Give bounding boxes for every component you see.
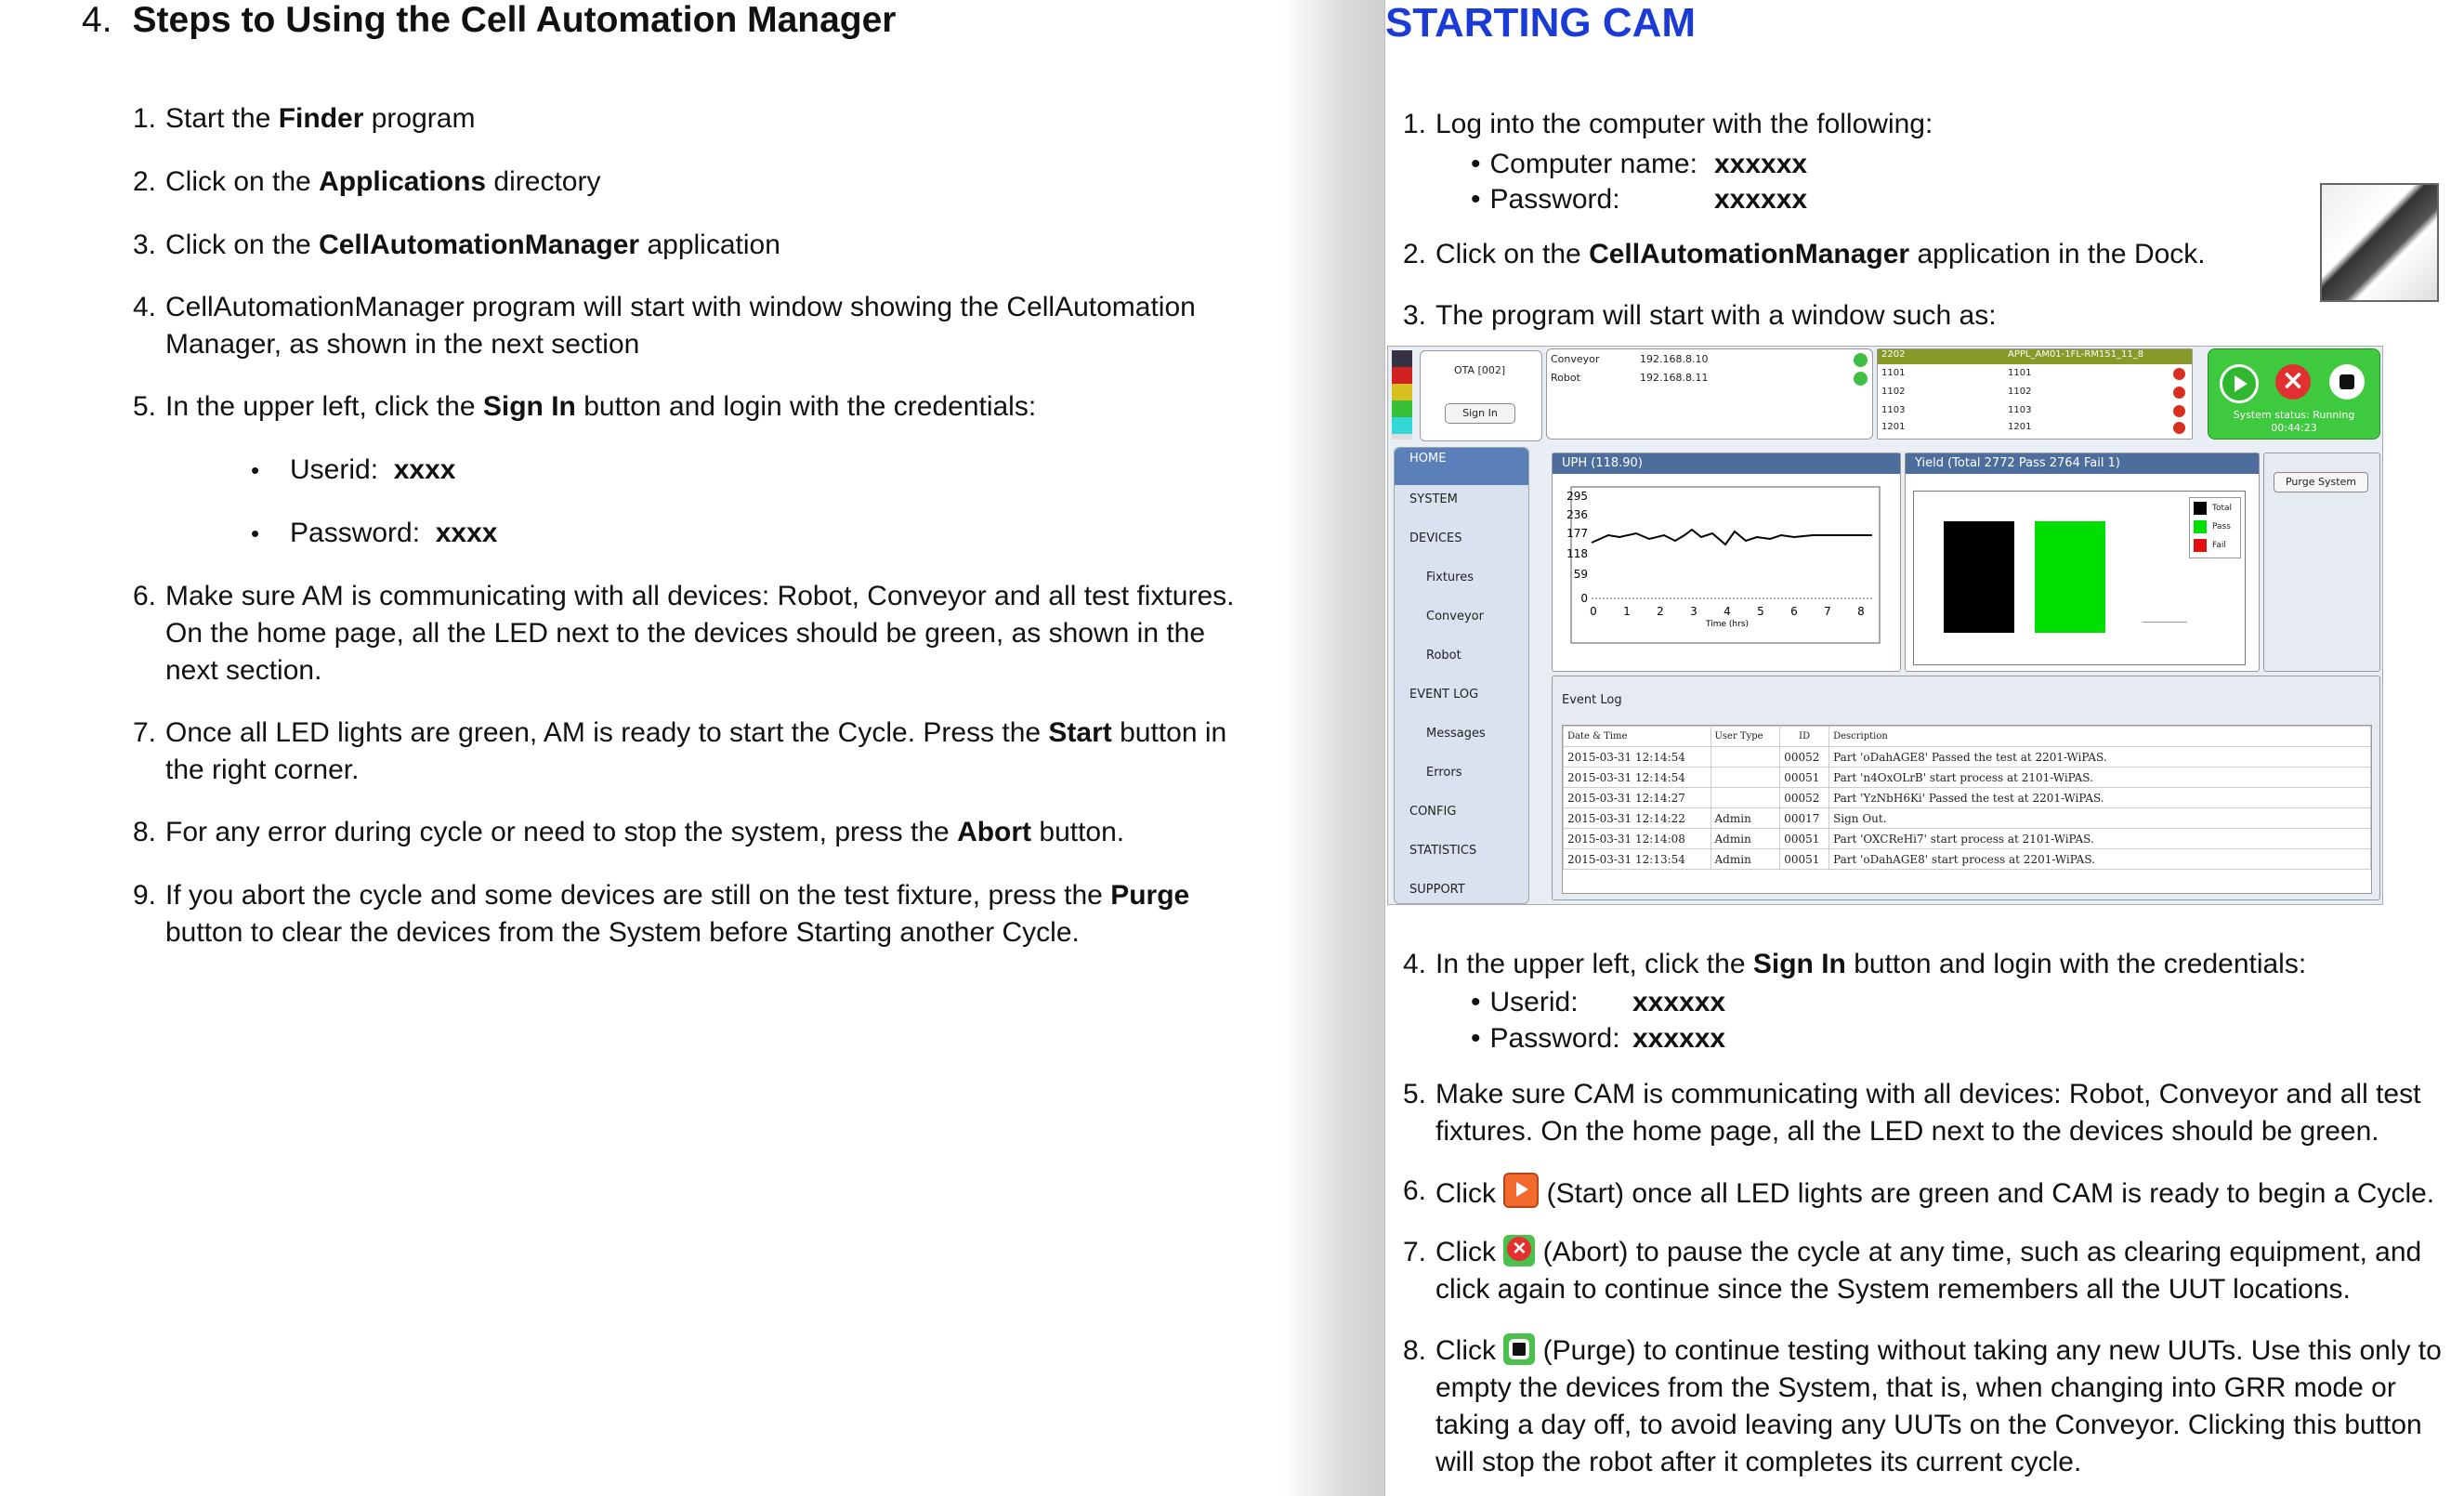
page-title: STARTING CAM — [1385, 0, 1697, 46]
fixtures-header: 2202 APPL_AM01-1FL-RM151_11_8 — [1878, 349, 2192, 364]
event-log-title: Event Log — [1562, 693, 1622, 707]
start-icon — [1503, 1173, 1539, 1208]
credential-userid: • Userid: xxxx — [251, 454, 456, 485]
nav-support[interactable]: SUPPORT — [1409, 883, 1465, 897]
nav-event-log[interactable]: EVENT LOG — [1409, 688, 1479, 702]
step-number: 2. — [132, 166, 156, 197]
uph-ytick: 59 — [1573, 568, 1588, 581]
purge-system-button[interactable]: Purge System — [2274, 472, 2368, 492]
purge-icon — [1503, 1333, 1535, 1365]
device-name: Conveyor — [1551, 353, 1600, 365]
step-number: 5. — [132, 391, 156, 422]
credential-password: • Password: xxxx — [251, 518, 498, 548]
color-strip — [1392, 350, 1412, 440]
uph-ytick: 177 — [1566, 527, 1588, 540]
event-log-table — [1563, 726, 2371, 870]
event-log-row[interactable]: 2015-03-31 12:14:27 00052 Part 'YzNbH6Ki' Passed the test at 2201-WiPAS. — [1564, 788, 2371, 808]
uph-xtick: 5 — [1757, 605, 1764, 618]
control-panel — [2208, 348, 2380, 440]
uph-xtick: 3 — [1690, 605, 1697, 618]
event-log-row[interactable]: 2015-03-31 12:14:08 Admin 00051 Part 'OXCReHi7' start process at 2101-WiPAS. — [1564, 829, 2371, 849]
computer-password-item: • Password: xxxxxx — [1471, 184, 1808, 215]
nav-conveyor[interactable]: Conveyor — [1426, 610, 1484, 623]
uph-xtick: 2 — [1657, 605, 1664, 618]
uph-xlabel: Time (hrs) — [1705, 620, 1750, 629]
fixture-led — [2173, 422, 2185, 434]
uph-panel — [1552, 453, 1901, 672]
step-number: 7. — [132, 717, 156, 748]
step-text: If you abort the cycle and some devices are still on the test fixture, press the Purge button to clear the devices from the System before Starting another Cycle. — [165, 880, 1190, 948]
system-status: System status: Running — [2233, 409, 2355, 421]
uph-ytick: 0 — [1580, 592, 1588, 605]
cam-password-item: • Password: xxxxxx — [1471, 1023, 1726, 1054]
nav-devices[interactable]: DEVICES — [1409, 531, 1462, 545]
fixture-led — [2173, 405, 2185, 417]
step-text: CellAutomationManager program will start with window showing the CellAutomation Manager, as shown in the next section — [165, 292, 1196, 360]
event-log-header: Date & Time User Type ID Description — [1564, 727, 2371, 747]
ota-label: OTA [002] — [1454, 364, 1506, 376]
right-document-page: STARTING CAM 1. Log into the computer with the following: • Computer name: xxxxxx • Password: xxxxxx 2. Click on the CellAutomationManager application in the Dock. 3. The program will start with a window such as: OTA [002] Sign In Conveyor 192.168.8.10 Robot 192.168.8.11 2202 APPL_AM01-1FL-RM151_11_8 1101 1101 1102 1102 1103 1103 1201 1201 × System status: Running 00:44:23 HOME SYSTEM DEVICES Fixtures Conveyor Robot EVENT LOG Messages Errors CONFIG STATISTICS SUPPORT UPH (118.90) 295 236 177 118 59 0 0 1 2 3 4 5 6 7 8 Time (hrs) Yield (Total 2772 Pass 2764 Fail 1) Total Pass Fail Purge System Event Log Date & Time User Type ID Description 2015-03-31 12:14:54 00052 Part 'oDahAGE8' Passed the test at 2201-WiPAS. 2015-03-31 12:14:54 00051 Part 'n4OxOLrB' start process at 2101-WiPAS. 2015-03-31 12:14:27 00052 Part 'YzNbH6Ki' Passed the test at 2201-WiPAS. 2015-03-31 12:14:22 Admin 00017 Sign Out. 2015-03-31 12:14:08 Admin 00051 Part 'OXCReHi7' start process at 2101-WiPAS. 2015-03-31 12:13:54 Admin 00051 Part 'oDahAGE8' start process at 2201-WiPAS. 4. In the upper left, click the Sign In button and login with the credentials: • Userid: xxxxxx • Password: xxxxxx 5. Make sure CAM is communicating with all devices: Robot, Conveyor and all test fixtures. On the home page, all the LED next to the devices should be green. 6. Click (Start) once all LED lights are green and CAM is ready to begin a Cycle. 7. Click × (Abort) to pause the cycle at any time, such as clearing equipment, and click again to continue since the System remembers all the UUT locations. 8. Click (Purge) to continue testing without taking any new UUTs. Use this only to empty the devices from the System, that is, when changing into GRR mode or taking a day off, to avoid leaving any UUTs on the Conveyor. Clicking this button will stop the robot after it completes its current cycle. — [1384, 0, 2464, 1496]
robot-led — [1854, 372, 1868, 386]
system-time: 00:44:23 — [2271, 422, 2317, 434]
yield-bar-pass — [2035, 521, 2105, 633]
device-name: Robot — [1551, 372, 1580, 384]
nav-statistics[interactable]: STATISTICS — [1409, 844, 1477, 858]
uph-xtick: 0 — [1590, 605, 1597, 618]
yield-legend: Total Pass Fail — [2189, 497, 2241, 558]
step-text: Click on the Applications directory — [165, 166, 601, 197]
event-log-table-wrap — [1562, 725, 2372, 894]
uph-xtick: 6 — [1790, 605, 1798, 618]
step-number: 9. — [132, 880, 156, 911]
uph-title: UPH (118.90) — [1553, 453, 1900, 474]
fixture-led — [2173, 368, 2185, 380]
cam-userid-item: • Userid: xxxxxx — [1471, 987, 1726, 1017]
abort-button[interactable]: × — [2275, 364, 2311, 400]
event-log-row[interactable]: 2015-03-31 12:14:54 00051 Part 'n4OxOLrB' start process at 2101-WiPAS. — [1564, 768, 2371, 788]
side-navigation — [1394, 447, 1529, 904]
uph-xtick: 8 — [1857, 605, 1865, 618]
uph-chart — [1553, 474, 1900, 671]
step-number: 4. — [132, 292, 156, 322]
yield-panel — [1905, 453, 2260, 672]
nav-robot[interactable]: Robot — [1426, 649, 1461, 663]
purge-button[interactable] — [2329, 364, 2365, 400]
purge-panel — [2263, 453, 2380, 672]
step-text: Once all LED lights are green, AM is ready to start the Cycle. Press the Start button in the right corner. — [165, 717, 1227, 785]
yield-bar-fail — [2143, 622, 2187, 623]
page-gutter — [1282, 0, 1384, 1496]
event-log-row[interactable]: 2015-03-31 12:14:22 Admin 00017 Sign Out. — [1564, 808, 2371, 829]
section-number: 4. — [82, 0, 112, 40]
cam-app-screenshot — [1387, 346, 2383, 905]
uph-ytick: 295 — [1566, 490, 1588, 503]
section-title: Steps to Using the Cell Automation Manager — [132, 0, 897, 40]
uph-ytick: 118 — [1566, 547, 1588, 560]
device-ip: 192.168.8.10 — [1640, 353, 1709, 365]
yield-title: Yield (Total 2772 Pass 2764 Fail 1) — [1906, 453, 2259, 474]
fixtures-panel: 2202 APPL_AM01-1FL-RM151_11_8 1101 1101 1102 1102 1103 1103 1201 1201 — [1877, 348, 2193, 440]
step-text: Start the Finder program — [165, 103, 476, 134]
step-number: 6. — [132, 581, 156, 611]
sign-in-button[interactable]: Sign In — [1445, 403, 1515, 424]
nav-home[interactable]: HOME — [1409, 452, 1447, 466]
step-number: 3. — [132, 230, 156, 260]
computer-name-item: • Computer name: xxxxxx — [1471, 149, 1808, 179]
yield-chart — [1913, 491, 2246, 665]
event-log-row[interactable]: 2015-03-31 12:14:54 00052 Part 'oDahAGE8' Passed the test at 2201-WiPAS. — [1564, 747, 2371, 768]
nav-system[interactable]: SYSTEM — [1409, 492, 1458, 506]
step-text: Make sure AM is communicating with all devices: Robot, Conveyor and all test fixtures. On the home page, all the LED next to the devices should be green, as shown in the next section. — [165, 581, 1235, 686]
ota-panel — [1420, 350, 1542, 441]
fixture-led — [2173, 387, 2185, 399]
yield-bar-total — [1944, 521, 2014, 633]
event-log-row[interactable]: 2015-03-31 12:13:54 Admin 00051 Part 'oDahAGE8' start process at 2201-WiPAS. — [1564, 849, 2371, 870]
event-log-panel — [1552, 676, 2380, 900]
uph-ytick: 236 — [1566, 508, 1588, 521]
step-text: In the upper left, click the Sign In button and login with the credentials: — [165, 391, 1037, 422]
step-text: For any error during cycle or need to stop the system, press the Abort button. — [165, 817, 1125, 847]
step-number: 8. — [132, 817, 156, 847]
uph-xtick: 7 — [1824, 605, 1831, 618]
nav-fixtures[interactable]: Fixtures — [1426, 571, 1474, 584]
nav-errors[interactable]: Errors — [1426, 766, 1462, 780]
devices-panel — [1546, 348, 1873, 440]
device-ip: 192.168.8.11 — [1640, 372, 1709, 384]
start-button[interactable] — [2220, 364, 2259, 403]
nav-config[interactable]: CONFIG — [1409, 805, 1457, 819]
uph-xtick: 1 — [1623, 605, 1631, 618]
abort-icon — [1503, 1235, 1535, 1266]
uph-xtick: 4 — [1723, 605, 1731, 618]
step-text: Click on the CellAutomationManager application — [165, 230, 780, 260]
conveyor-led — [1854, 353, 1868, 367]
nav-messages[interactable]: Messages — [1426, 727, 1486, 741]
section-heading — [82, 0, 896, 41]
step-number: 1. — [132, 103, 156, 134]
